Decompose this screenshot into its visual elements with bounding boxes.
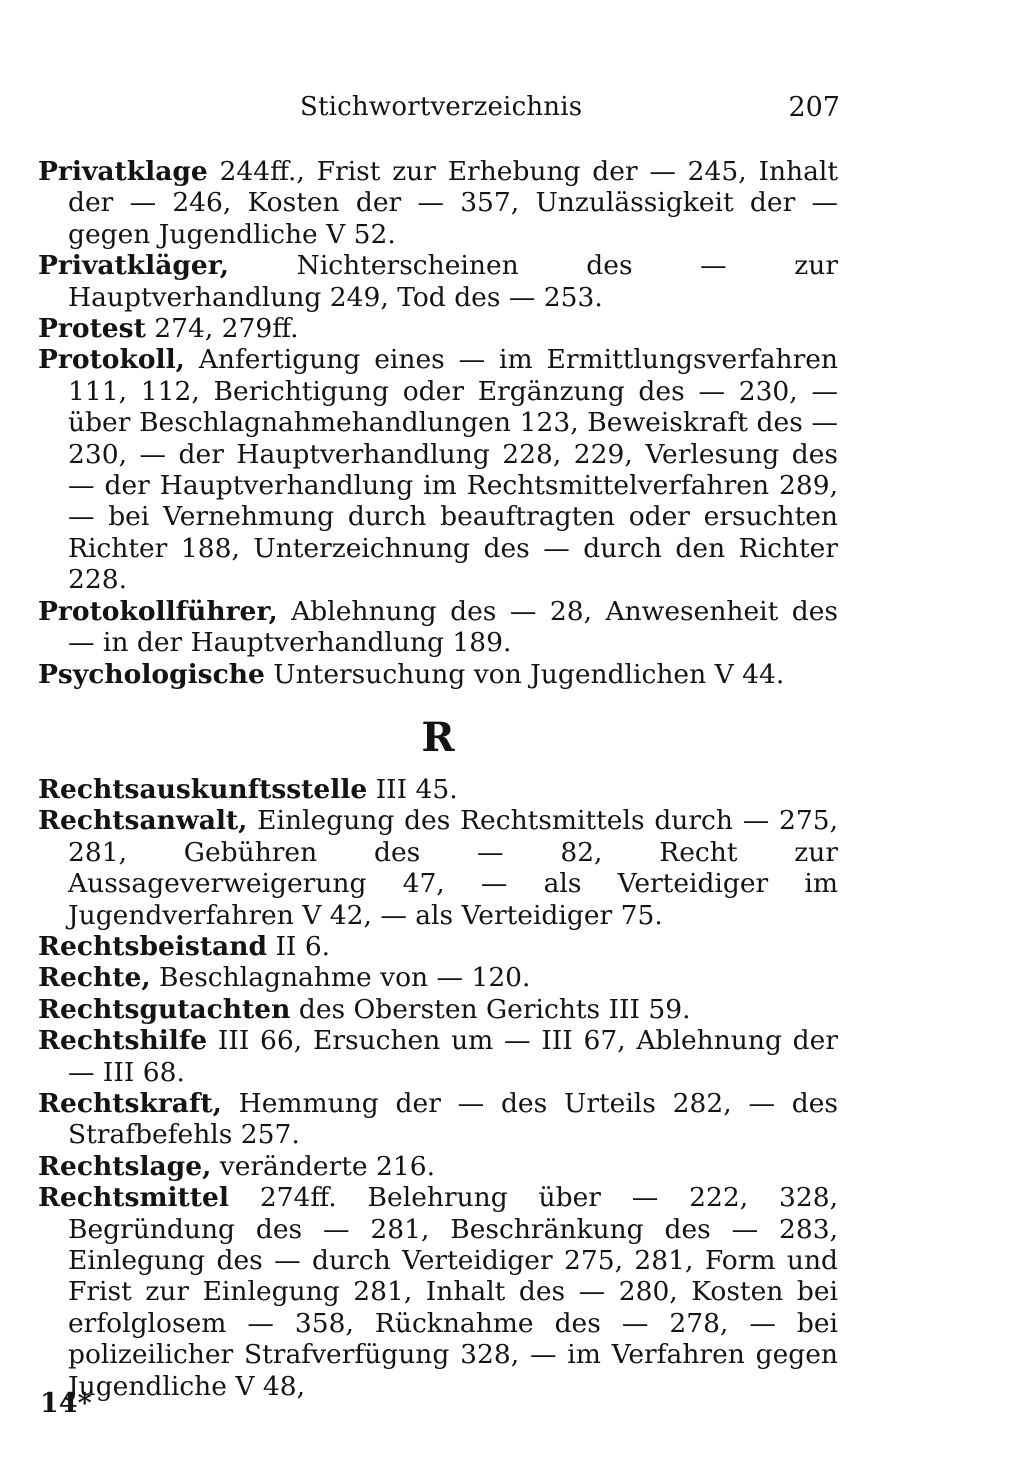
entry-keyword: Privatkläger, [38,250,230,282]
page-title: Stichwortverzeichnis [300,92,583,122]
index-entry [38,156,838,250]
entry-keyword: Protokollführer, [38,595,278,627]
running-header [40,92,840,132]
entry-keyword: Rechtskraft, [38,1087,222,1119]
index-entry [38,931,838,962]
index-entry [38,1151,838,1182]
page-number: 207 [788,92,840,123]
entry-keyword: Protest [38,313,146,345]
entry-text: Einlegung des Rechtsmittels durch — 275, 281, Gebühren des — 82, Recht zur Aussageverweigerung 47, — als Verteidiger im Jugendverfahren V 42, — als Verteidiger 75. [68,805,838,931]
entry-keyword: Rechtsauskunftsstelle [38,773,368,805]
entry-keyword: Rechtsanwalt, [38,805,248,837]
index-entry [38,774,838,805]
entry-text: III 45. [367,773,458,805]
entry-keyword: Rechte, [38,962,151,994]
entry-text: Untersuchung von Jugendlichen V 44. [264,658,785,690]
entry-keyword: Privatklage [38,156,208,187]
entry-keyword: Rechtslage, [38,1150,212,1182]
index-entry [38,313,838,344]
entry-text: II 6. [267,930,331,962]
entry-keyword: Protokoll, [38,344,185,376]
entry-keyword: Rechtshilfe [38,1025,208,1057]
entry-text: des Obersten Gerichts III 59. [290,993,691,1025]
entry-keyword: Rechtsgutachten [38,993,291,1025]
entry-text: Beschlagnahme von — 120. [150,962,531,994]
index-column [38,156,838,1402]
entry-keyword: Psychologische [38,658,265,690]
entry-text: III 66, Ersuchen um — III 67, Ablehnung der — III 68. [68,1025,838,1088]
index-entry [38,596,838,659]
index-entry [38,344,838,595]
entry-text: veränderte 216. [211,1150,435,1182]
sheet-signature: 14* [40,1388,92,1419]
entry-text: 244ff., Frist zur Erhebung der — 245, Inhalt der — 246, Kosten der — 357, Unzulässigkeit der — gegen Jugendliche V 52. [68,156,838,250]
entry-text: Ablehnung des — 28, Anwesenheit des — in der Hauptverhandlung 189. [68,595,838,659]
index-entry [38,659,838,690]
index-entry [38,994,838,1025]
section-letter: R [421,713,455,761]
index-entry [38,962,838,993]
index-entry [38,1088,838,1151]
entry-text: 274ff. Belehrung über — 222, 328, Begründung des — 281, Beschränkung des — 283, Einlegung des — durch Verteidiger 275, 281, Form und Frist zur Einlegung 281, Inhalt des — 280, Kosten bei erfolglosem — 358, Rücknahme des — 278, — bei polizeilicher Strafverfügung 328, — im Verfahren gegen Jugendliche V 48, [68,1182,838,1402]
entry-keyword: Rechtsbeistand [38,930,268,962]
entry-text: Hemmung der — des Urteils 282, — des Strafbefehls 257. [68,1087,838,1151]
index-entry [38,805,838,931]
index-entry [38,250,838,313]
entry-text: Anfertigung eines — im Ermittlungsverfahren 111, 112, Berichtigung oder Ergänzung des — 230, — über Beschlagnahmehandlungen 123, Beweiskraft des — 230, — der Hauptverhandlung 228, 229, Verlesung des — der Hauptverhandlung im Rechtsmittelverfahren 289, — bei Vernehmung durch beauftragten oder ersuchten Richter 188, Unterzeichnung des — durch den Richter 228. [68,344,838,596]
entry-text: 274, 279ff. [145,313,299,345]
index-entry [38,1025,838,1088]
entry-keyword: Rechtsmittel [38,1182,229,1214]
entry-text: Nichterscheinen des — zur Hauptverhandlung 249, Tod des — 253. [68,250,838,313]
index-entry [38,1182,838,1402]
